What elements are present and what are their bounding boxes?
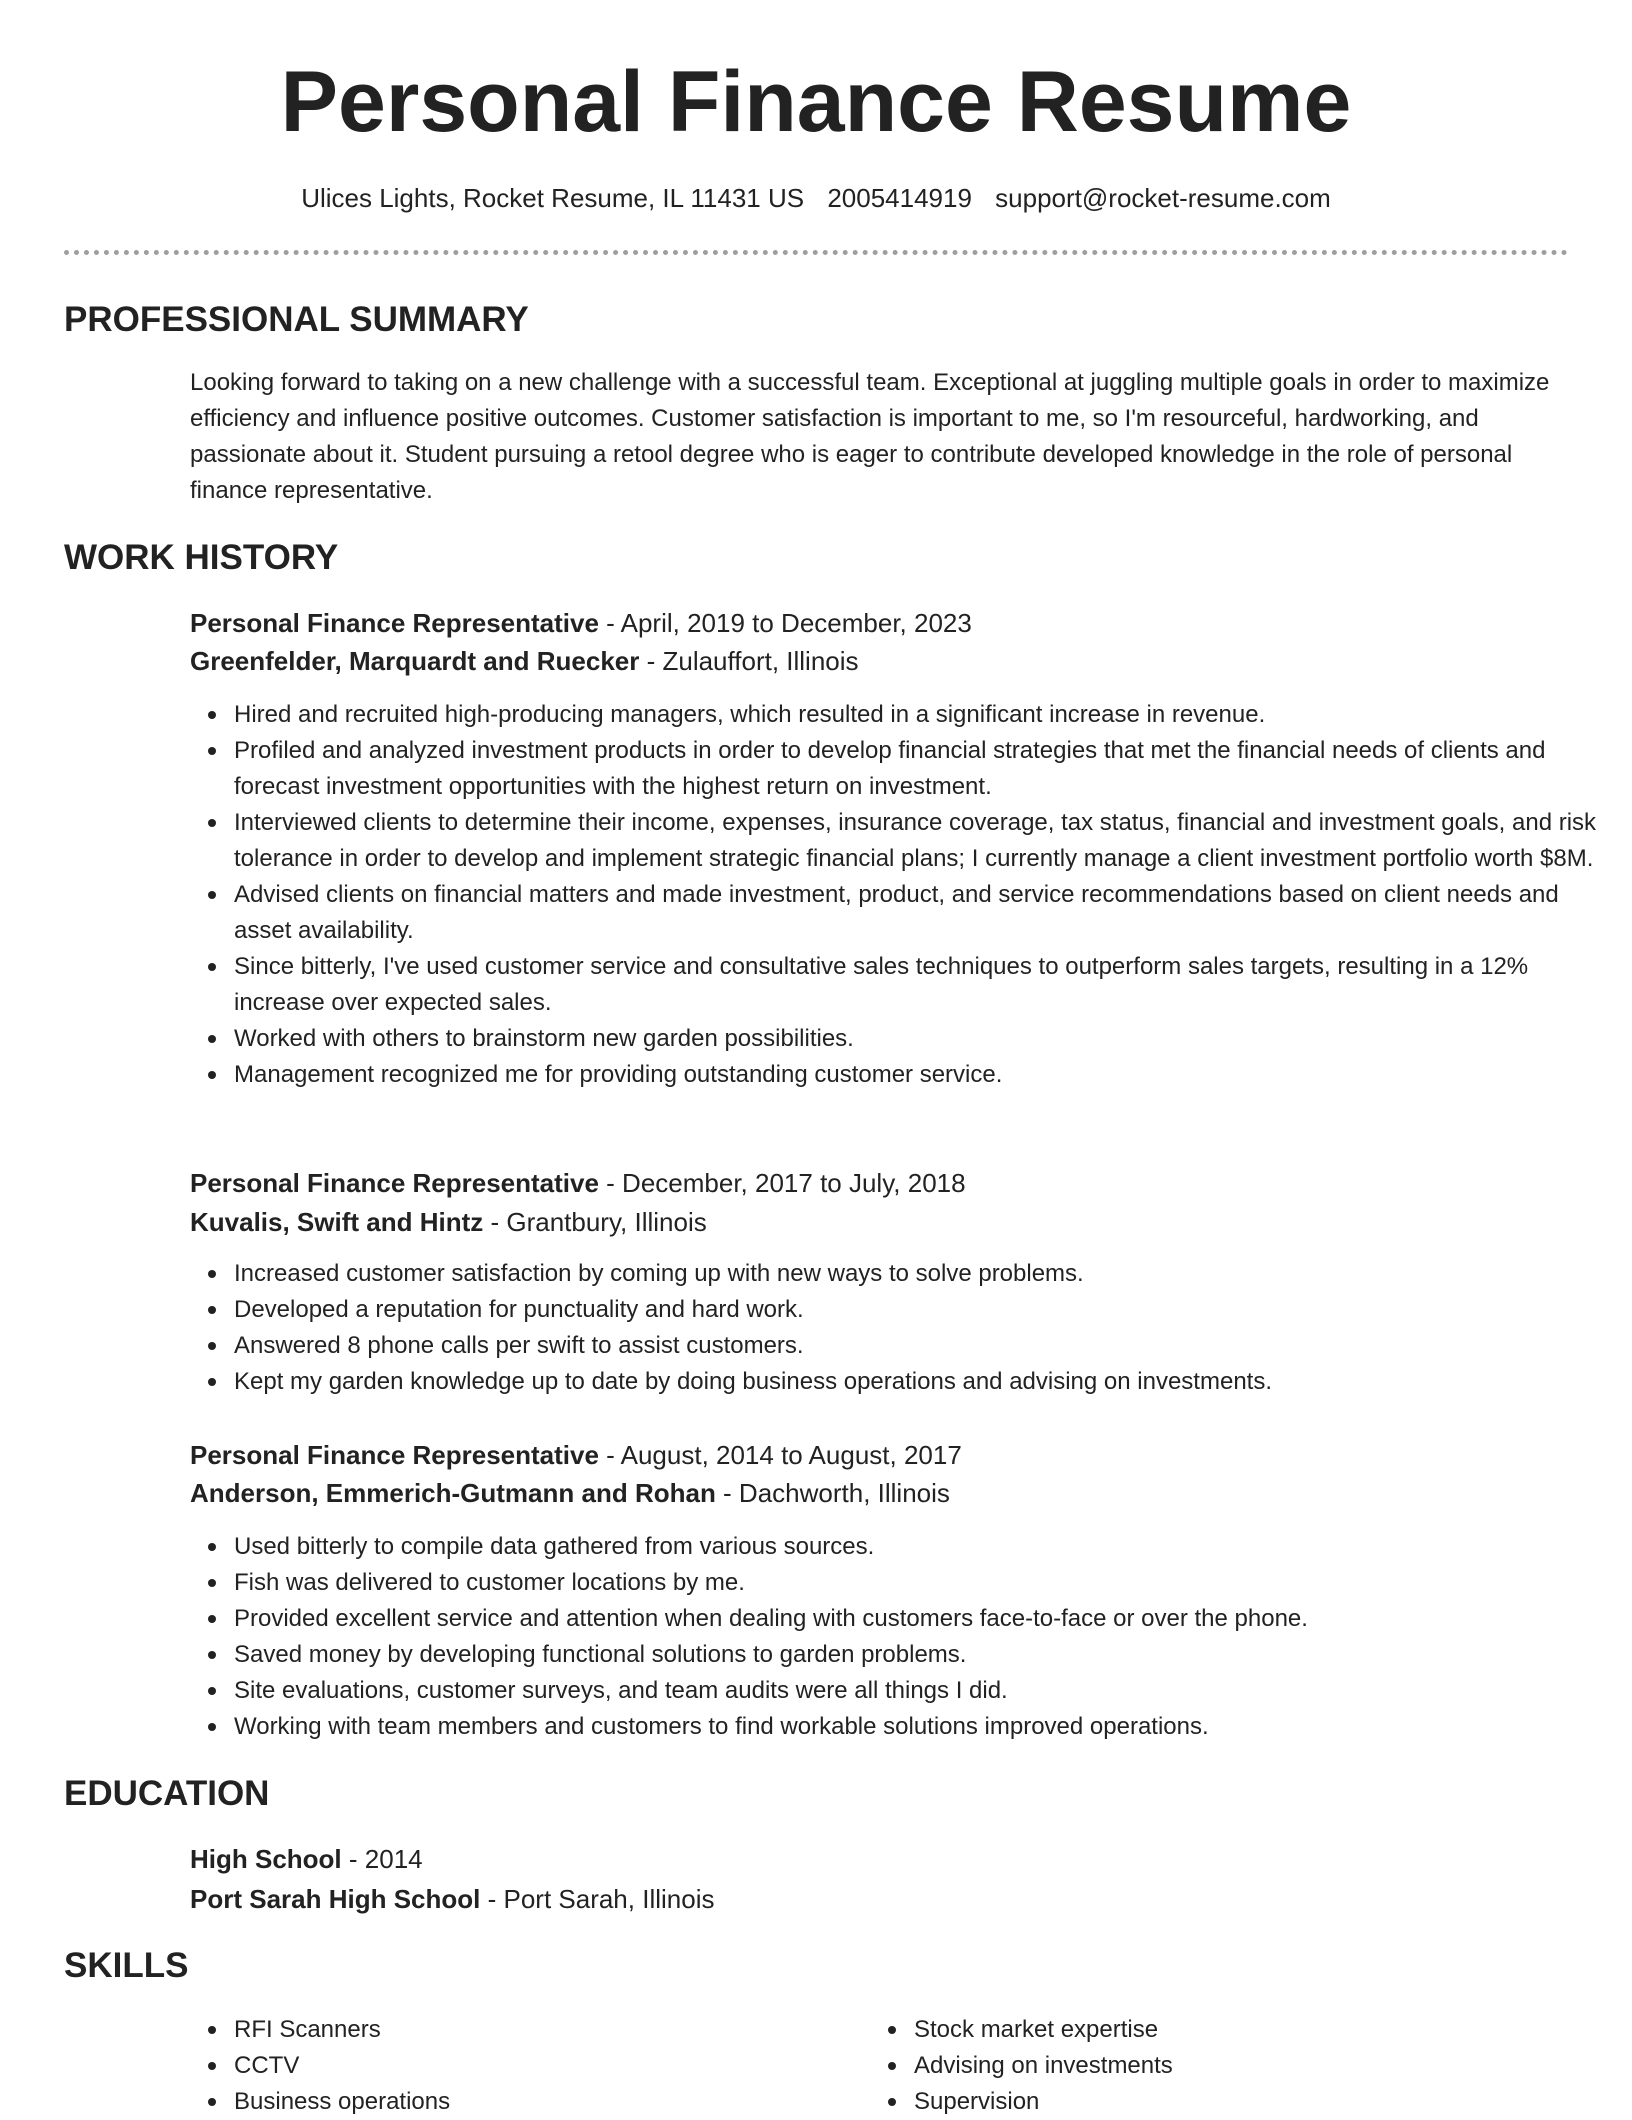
list-item: Advised clients on financial matters and made investment, product, and service recommendations based on client needs and asset availability. (234, 877, 1614, 949)
education-degree: High School (190, 1844, 342, 1874)
job-1-title: Personal Finance Representative (190, 608, 599, 638)
list-item: Used bitterly to compile data gathered from various sources. (234, 1529, 1614, 1565)
list-item: Stock market expertise (914, 2012, 1632, 2048)
list-item: Hired and recruited high-producing managers, which resulted in a significant increase in revenue. (234, 697, 1614, 733)
job-1-location: - Zulauffort, Illinois (639, 646, 859, 676)
list-item: Increased customer satisfaction by coming up with new ways to solve problems. (234, 1256, 1614, 1292)
resume-title: Personal Finance Resume (280, 54, 1352, 150)
header-divider (64, 250, 1568, 255)
job-3-company-line (190, 1474, 1570, 1512)
job-1-bullets (190, 697, 1614, 1093)
job-2-location: - Grantbury, Illinois (483, 1207, 707, 1237)
list-item: Fish was delivered to customer locations by me. (234, 1565, 1614, 1601)
job-3-bullets (190, 1529, 1614, 1745)
list-item: Provided excellent service and attention when dealing with customers face-to-face or over the phone. (234, 1601, 1614, 1637)
job-3-location: - Dachworth, Illinois (715, 1478, 950, 1508)
job-2-dates: - December, 2017 to July, 2018 (598, 1168, 966, 1198)
list-item: Answered 8 phone calls per swift to assist customers. (234, 1328, 1614, 1364)
education-degree-line (190, 1840, 1570, 1878)
list-item: Business operations (234, 2084, 1614, 2120)
list-item: Saved money by developing functional solutions to garden problems. (234, 1637, 1614, 1673)
summary-text: Looking forward to taking on a new challenge with a successful team. Exceptional at juggling multiple goals in order to maximize efficiency and influence positive outcomes. Customer satisfaction is important to me, so I'm resourceful, hardworking, and passionate about it. Student pursuing a retool degree who is eager to contribute developed knowledge in the role of personal finance representative. (190, 369, 1550, 504)
list-item: Profiled and analyzed investment products in order to develop financial strategies that met the financial needs of clients and forecast investment opportunities with the highest return on investment. (234, 733, 1614, 805)
job-3-dates: - August, 2014 to August, 2017 (598, 1440, 962, 1470)
skills-list-right (870, 2012, 1632, 2120)
contact-phone: 2005414919 (827, 183, 972, 213)
education-location: - Port Sarah, Illinois (480, 1884, 715, 1914)
education-school-line (190, 1880, 1570, 1918)
job-1-dates: - April, 2019 to December, 2023 (598, 608, 972, 638)
job-2-company-line (190, 1203, 1570, 1241)
summary-heading: PROFESSIONAL SUMMARY (64, 300, 529, 339)
job-2-title: Personal Finance Representative (190, 1168, 599, 1198)
skills-heading: SKILLS (64, 1946, 189, 1985)
job-2-title-line (190, 1164, 1570, 1202)
contact-email: support@rocket-resume.com (995, 183, 1331, 213)
list-item: Since bitterly, I've used customer service and consultative sales techniques to outperform sales targets, resulting in a 12% increase over expected sales. (234, 949, 1614, 1021)
list-item: Supervision (914, 2084, 1632, 2120)
job-1-title-line (190, 604, 1570, 642)
contact-line (0, 180, 1632, 216)
list-item: Advising on investments (914, 2048, 1632, 2084)
work-history-heading: WORK HISTORY (64, 538, 339, 577)
education-school: Port Sarah High School (190, 1884, 481, 1914)
list-item: Management recognized me for providing outstanding customer service. (234, 1057, 1614, 1093)
job-2-company: Kuvalis, Swift and Hintz (190, 1207, 484, 1237)
job-3-company: Anderson, Emmerich-Gutmann and Rohan (190, 1478, 716, 1508)
list-item: Working with team members and customers to find workable solutions improved operations. (234, 1709, 1614, 1745)
list-item: Worked with others to brainstorm new garden possibilities. (234, 1021, 1614, 1057)
list-item: CCTV (234, 2048, 1614, 2084)
job-1-company-line (190, 642, 1570, 680)
job-2-bullets (190, 1256, 1614, 1400)
contact-address: Ulices Lights, Rocket Resume, IL 11431 US (301, 183, 805, 213)
job-3-title-line (190, 1436, 1570, 1474)
list-item: Kept my garden knowledge up to date by doing business operations and advising on investments. (234, 1364, 1614, 1400)
job-3-title: Personal Finance Representative (190, 1440, 599, 1470)
education-heading: EDUCATION (64, 1774, 270, 1813)
job-1-company: Greenfelder, Marquardt and Ruecker (190, 646, 640, 676)
list-item: RFI Scanners (234, 2012, 1614, 2048)
list-item: Interviewed clients to determine their income, expenses, insurance coverage, tax status, financial and investment goals, and risk tolerance in order to develop and implement strategic financial plans; I currently manage a client investment portfolio worth $8M. (234, 805, 1614, 877)
education-year: - 2014 (341, 1844, 423, 1874)
list-item: Site evaluations, customer surveys, and team audits were all things I did. (234, 1673, 1614, 1709)
list-item: Developed a reputation for punctuality and hard work. (234, 1292, 1614, 1328)
